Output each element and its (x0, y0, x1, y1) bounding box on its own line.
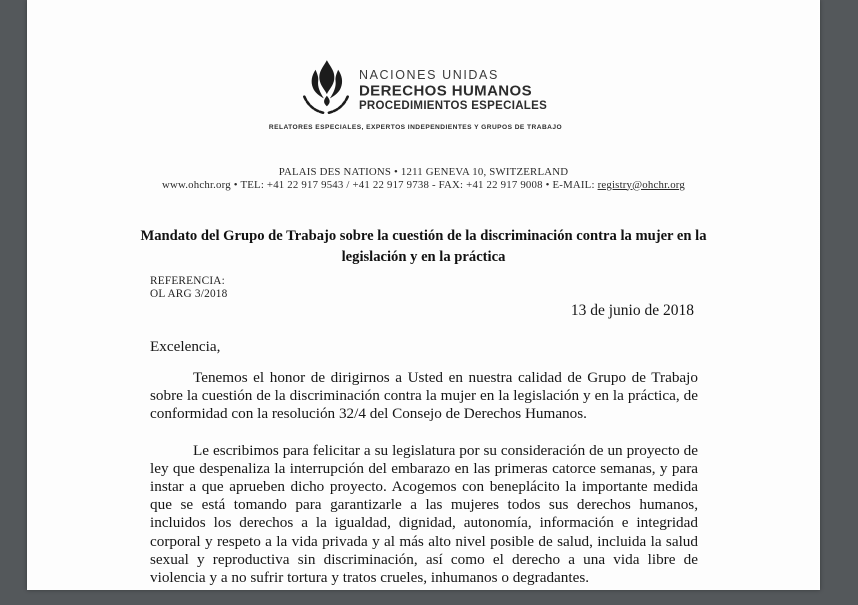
letterhead (27, 60, 820, 131)
org-line-derechos-humanos: DERECHOS HUMANOS (358, 82, 533, 99)
address-line-1: PALAIS DES NATIONS • 1211 GENEVA 10, SWITZERLAND (278, 166, 569, 178)
reference-label: REFERENCIA: (150, 275, 226, 287)
letterhead-address (27, 166, 820, 191)
registry-email-link[interactable]: registry@ohchr.org (597, 178, 685, 191)
letter-date: 13 de junio de 2018 (570, 302, 694, 319)
org-line-procedimientos: PROCEDIMIENTOS ESPECIALES (358, 99, 548, 112)
logo-wordmark (359, 60, 547, 112)
org-line-naciones-unidas: NACIONES UNIDAS (358, 68, 499, 82)
address-line-2 (27, 179, 820, 192)
address-line-2-text: www.ohchr.org • TEL: +41 22 917 9543 / +41 22 917 9738 - FAX: +41 22 917 9008 • E-MAIL: (161, 178, 598, 191)
ohchr-logo (300, 60, 547, 121)
reference-number: OL ARG 3/2018 (150, 287, 228, 300)
un-human-rights-flame-icon (300, 60, 352, 121)
letter-body (150, 369, 698, 605)
salutation: Excelencia, (150, 338, 221, 355)
logo-subtitle: RELATORES ESPECIALES, EXPERTOS INDEPENDIENTES Y GRUPOS DE TRABAJO (268, 124, 563, 131)
paragraph-1: Tenemos el honor de dirigirnos a Usted en nuestra calidad de Grupo de Trabajo sobre la cuestión de la discriminación contra la mujer en la legislación y en la práctica, de conformidad con la resolución 32/4 del Consejo de Derechos Humanos. (150, 369, 698, 423)
reference-block (150, 275, 228, 300)
paragraph-2: Le escribimos para felicitar a su legislatura por su consideración de un proyecto de ley que despenaliza la interrupción del embarazo en las primeras catorce semanas, y para instar a que aprueben dicho proyecto. Acogemos con beneplácito la importante medida que se está tomando para garantizarle a las mujeres todos sus derechos humanos, incluidos los derechos a la igualdad, dignidad, autonomía, información e integridad corporal y respeto a la vida privada y al más alto nivel posible de salud, incluida la salud sexual y reproductiva sin discriminación, así como el derecho a una vida libre de violencia y a no sufrir tortura y tratos crueles, inhumanos o degradantes. (150, 441, 698, 587)
scanned-letter-page (27, 0, 820, 590)
mandate-title: Mandato del Grupo de Trabajo sobre la cuestión de la discriminación contra la mujer en la legislación y en la práctica (140, 228, 707, 265)
